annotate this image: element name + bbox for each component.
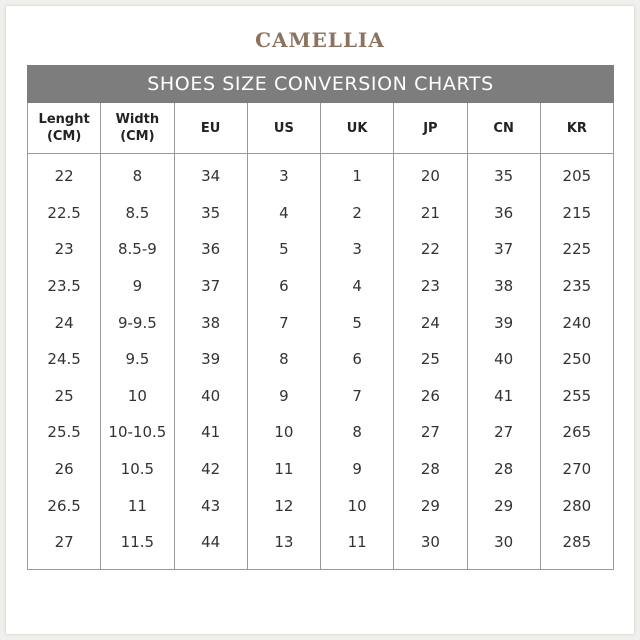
table-cell: 35 [467,154,540,195]
table-cell: 6 [247,268,320,305]
table-cell: 1 [321,154,394,195]
table-cell: 4 [247,195,320,232]
table-cell: 43 [174,487,247,524]
table-cell: 205 [562,167,592,186]
column-header-length: Lenght (CM) [28,103,101,154]
table-cell: 42 [174,451,247,488]
table-cell: 9.5 [101,341,174,378]
table-cell: 22 [28,154,101,195]
table-cell: 28 [394,451,467,488]
table-row [28,231,614,268]
table-cell: 8 [247,341,320,378]
table-cell: 270 [562,460,592,479]
table-cell: 38 [174,304,247,341]
table-cell: 26 [28,451,101,488]
table-cell: 29 [467,487,540,524]
table-cell: 215 [562,203,592,222]
table-cell: 21 [394,195,467,232]
table-cell: 9 [101,268,174,305]
table-cell: 280 [562,496,592,515]
table-cell: 29 [394,487,467,524]
table-cell: 8 [101,154,174,195]
table-cell: 35 [174,195,247,232]
table-cell: 23 [28,231,101,268]
table-cell: 24.5 [28,341,101,378]
table-cell: 24 [28,304,101,341]
table-cell: 24 [394,304,467,341]
table-cell: 27 [394,414,467,451]
table-cell: 30 [394,524,467,569]
table-row [28,154,614,195]
table-cell: 11 [247,451,320,488]
table-row [28,414,614,451]
table-cell: 10 [321,487,394,524]
table-cell: 2 [321,195,394,232]
column-header-us: US [247,103,320,154]
column-header-cn: CN [467,103,540,154]
chart-title-banner: SHOES SIZE CONVERSION CHARTS [27,65,614,103]
table-cell: 8.5 [101,195,174,232]
table-cell: 9 [247,378,320,415]
table-cell: 225 [562,240,592,259]
table-cell: 8 [321,414,394,451]
table-cell: 41 [467,378,540,415]
table-cell: 37 [467,231,540,268]
table-cell: 240 [562,313,592,332]
table-cell: 25 [394,341,467,378]
table-cell: 5 [321,304,394,341]
table-row [28,378,614,415]
table-cell: 34 [174,154,247,195]
table-row [28,304,614,341]
table-cell: 39 [174,341,247,378]
table-cell: 4 [321,268,394,305]
brand-title: CAMELLIA [255,28,385,52]
table-cell: 38 [467,268,540,305]
table-cell: 9 [321,451,394,488]
table-cell: 6 [321,341,394,378]
table-cell: 7 [321,378,394,415]
table-cell: 23 [394,268,467,305]
table-body [28,154,614,570]
table-cell: 13 [247,524,320,569]
table-cell: 3 [247,154,320,195]
table-cell: 11 [321,524,394,569]
table-cell: 265 [562,423,592,442]
table-cell: 9-9.5 [101,304,174,341]
table-cell: 8.5-9 [101,231,174,268]
table-row [28,487,614,524]
table-cell: 255 [562,386,592,405]
table-cell: 37 [174,268,247,305]
table-cell: 28 [467,451,540,488]
table-cell: 26 [394,378,467,415]
table-row [28,195,614,232]
table-cell: 20 [394,154,467,195]
column-header-eu: EU [174,103,247,154]
table-cell: 39 [467,304,540,341]
size-conversion-table [27,103,614,570]
table-cell: 40 [174,378,247,415]
table-cell: 5 [247,231,320,268]
table-cell: 26.5 [28,487,101,524]
table-cell: 235 [562,277,592,296]
table-cell: 44 [174,524,247,569]
table-cell: 40 [467,341,540,378]
table-cell: 27 [467,414,540,451]
table-cell: 11 [101,487,174,524]
table-cell: 22 [394,231,467,268]
table-cell: 3 [321,231,394,268]
column-header-width: Width (CM) [101,103,174,154]
table-cell: 27 [28,524,101,569]
table-row [28,341,614,378]
header-row [28,103,614,154]
table-cell: 36 [174,231,247,268]
table-cell: 7 [247,304,320,341]
table-cell: 285 [562,533,592,552]
table-cell: 10 [101,378,174,415]
table-cell: 22.5 [28,195,101,232]
table-row [28,451,614,488]
table-cell: 25.5 [28,414,101,451]
table-cell: 30 [467,524,540,569]
column-header-uk: UK [321,103,394,154]
column-header-jp: JP [394,103,467,154]
table-cell: 12 [247,487,320,524]
table-cell: 23.5 [28,268,101,305]
table-cell: 250 [562,350,592,369]
table-cell: 10.5 [101,451,174,488]
table-row [28,524,614,569]
table-cell: 11.5 [101,524,174,569]
column-header-kr: KR [540,103,613,154]
table-cell: 10-10.5 [101,414,174,451]
table-row [28,268,614,305]
table-cell: 10 [247,414,320,451]
table-cell: 36 [467,195,540,232]
table-cell: 25 [28,378,101,415]
table-cell: 41 [174,414,247,451]
